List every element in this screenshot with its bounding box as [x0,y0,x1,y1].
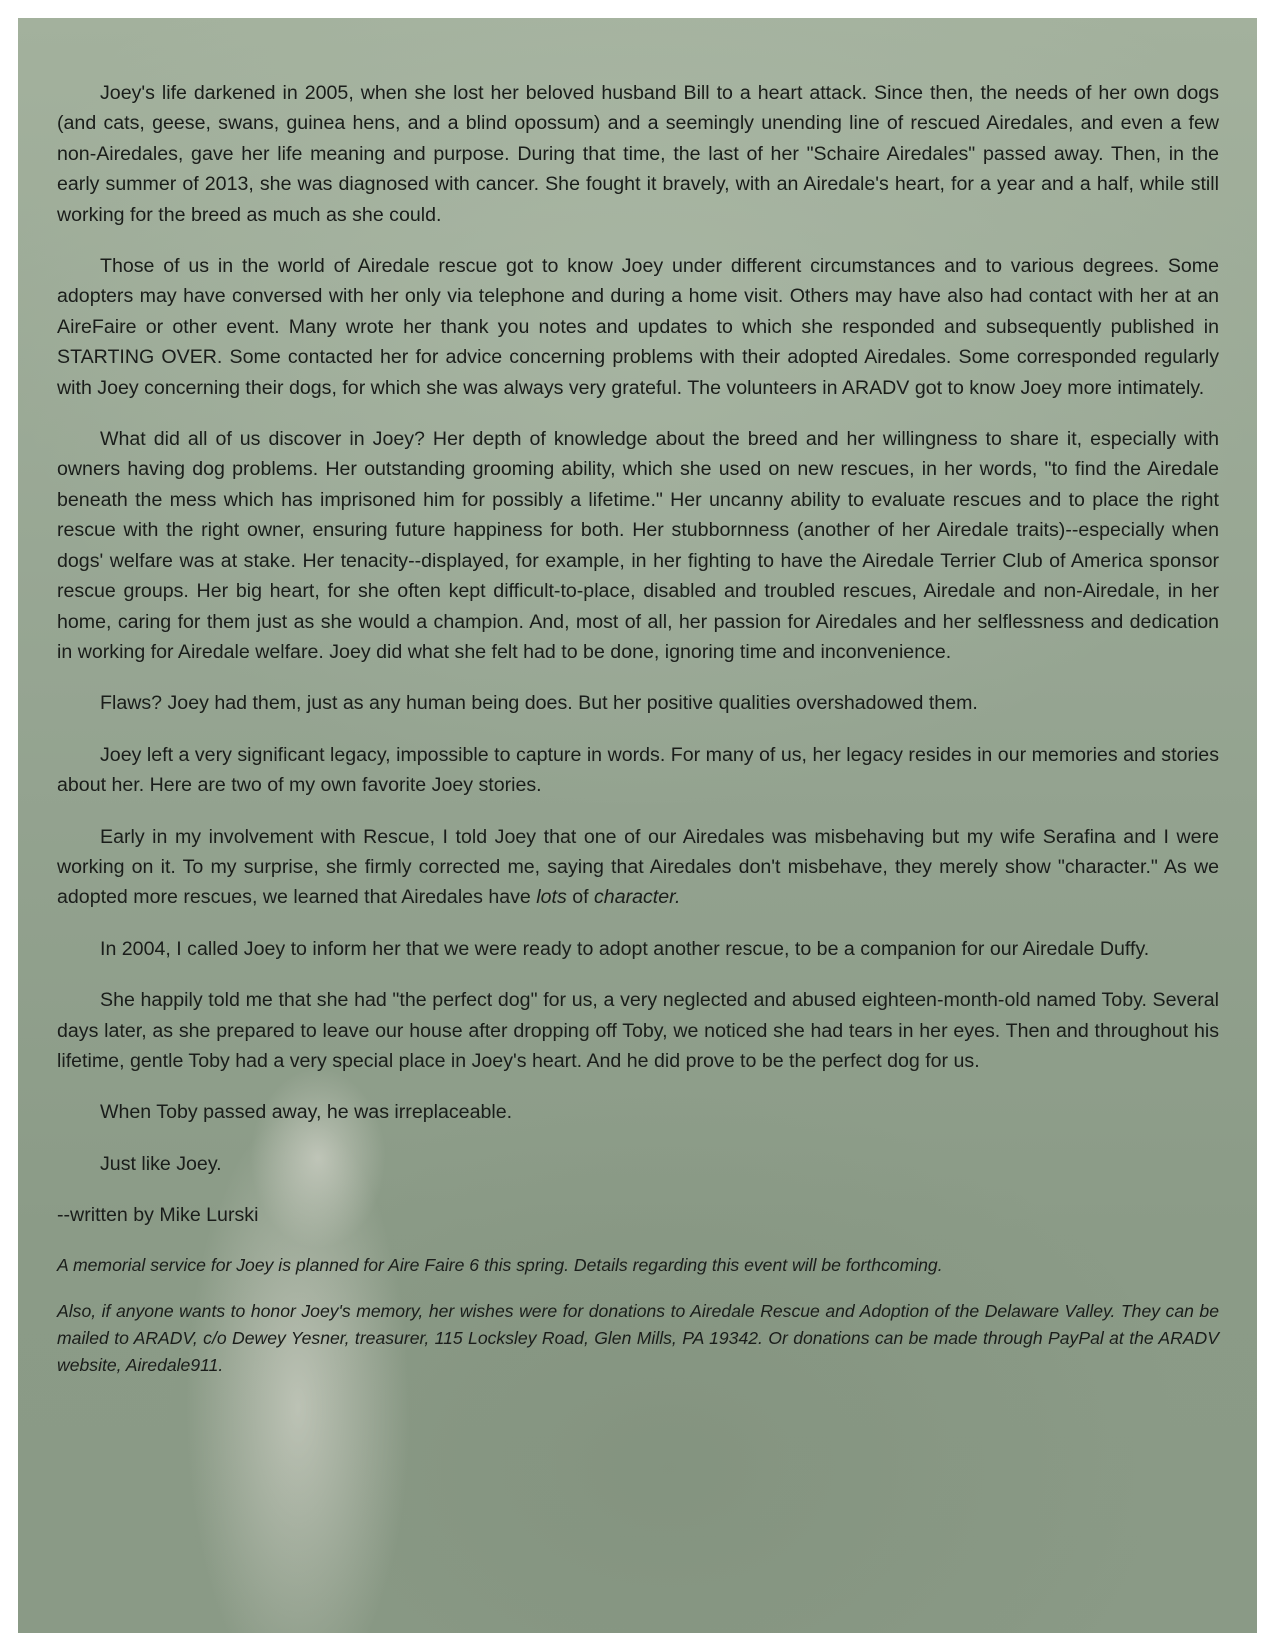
paragraph-character-story [57,822,1219,913]
paragraph-legacy: Joey left a very significant legacy, impossible to capture in words. For many of us, her legacy resides in our memories and stories about her. Here are two of my own favorite Joey stories. [57,743,1219,797]
character-story-emphasis-lots: lots [536,886,567,909]
paragraph-flaws: Flaws? Joey had them, just as any human being does. But her positive qualities overshadowed them. [100,692,978,715]
character-story-text: Early in my involvement with Rescue, I told Joey that one of our Airedales was misbehaving but my wife Serafina and I were working on it. To my surprise, she firmly corrected me, saying that Airedales don't misbehave, they merely show "character." As we adopted more rescues, we learned that Airedales have [57,825,1219,909]
character-story-of: of [566,886,594,909]
paragraph-airedale-rescue-world: Those of us in the world of Airedale rescue got to know Joey under different circumstances and to various degrees. Some adopters may have conversed with her only via telephone and during a home visit. Others may have also had contact with her at an AireFaire or other event. Many wrote her thank you notes and updates to which she responded and subsequently published in STARTING OVER. Some contacted her for advice concerning problems with their adopted Airedales. Some corresponded regularly with Joey concerning their dogs, for which she was always very grateful. The volunteers in ARADV got to know Joey more intimately. [57,255,1219,399]
byline: --written by Mike Lurski [57,1204,259,1227]
paragraph-toby-irreplaceable: When Toby passed away, he was irreplaceable. [100,1101,513,1124]
memorial-article [57,78,1219,1398]
paragraph-duffy-companion: In 2004, I called Joey to inform her that we were ready to adopt another rescue, to be a companion for our Airedale Duffy. [100,937,1150,960]
paragraph-just-like-joey: Just like Joey. [100,1152,222,1175]
character-story-emphasis-character: character. [594,886,681,909]
donation-note: Also, if anyone wants to honor Joey's memory, her wishes were for donations to Airedale Rescue and Adoption of the Delaware Valley. They can be mailed to ARADV, c/o Dewey Yesner, treasurer, 115 Locksley Road, Glen Mills, PA 19342. Or donations can be made through PayPal at the ARADV website, Airedale911. [57,1300,1219,1375]
paragraph-joeys-life: Joey's life darkened in 2005, when she lost her beloved husband Bill to a heart attack. Since then, the needs of her own dogs (and cats, geese, swans, guinea hens, and a blind opossum) and a seemingly unending line of rescued Airedales, and even a few non-Airedales, gave her life meaning and purpose. During that time, the last of her "Schaire Airedales" passed away. Then, in the early summer of 2013, she was diagnosed with cancer. She fought it bravely, with an Airedale's heart, for a year and a half, while still working for the breed as much as she could. [57,82,1219,226]
paragraph-what-we-discovered: What did all of us discover in Joey? Her depth of knowledge about the breed and her willingness to share it, especially with owners having dog problems. Her outstanding grooming ability, which she used on new rescues, in her words, "to find the Airedale beneath the mess which has imprisoned him for possibly a lifetime." Her uncanny ability to evaluate rescues and to place the right rescue with the right owner, ensuring future happiness for both. Her stubbornness (another of her Airedale traits)--especially when dogs' welfare was at stake. Her tenacity--displayed, for example, in her fighting to have the Airedale Terrier Club of America sponsor rescue groups. Her big heart, for she often kept difficult-to-place, disabled and troubled rescues, Airedale and non-Airedale, in her home, caring for them just as she would a champion. And, most of all, her passion for Airedales and her selflessness and dedication in working for Airedale welfare. Joey did what she felt had to be done, ignoring time and inconvenience. [57,428,1219,663]
memorial-service-note: A memorial service for Joey is planned for Aire Faire 6 this spring. Details regarding this event will be forthcoming. [57,1254,943,1275]
paragraph-perfect-dog-toby: She happily told me that she had "the perfect dog" for us, a very neglected and abused eighteen-month-old named Toby. Several days later, as she prepared to leave our house after dropping off Toby, we noticed she had tears in her eyes. Then and throughout his lifetime, gentle Toby had a very special place in Joey's heart. And he did prove to be the perfect dog for us. [57,989,1219,1072]
